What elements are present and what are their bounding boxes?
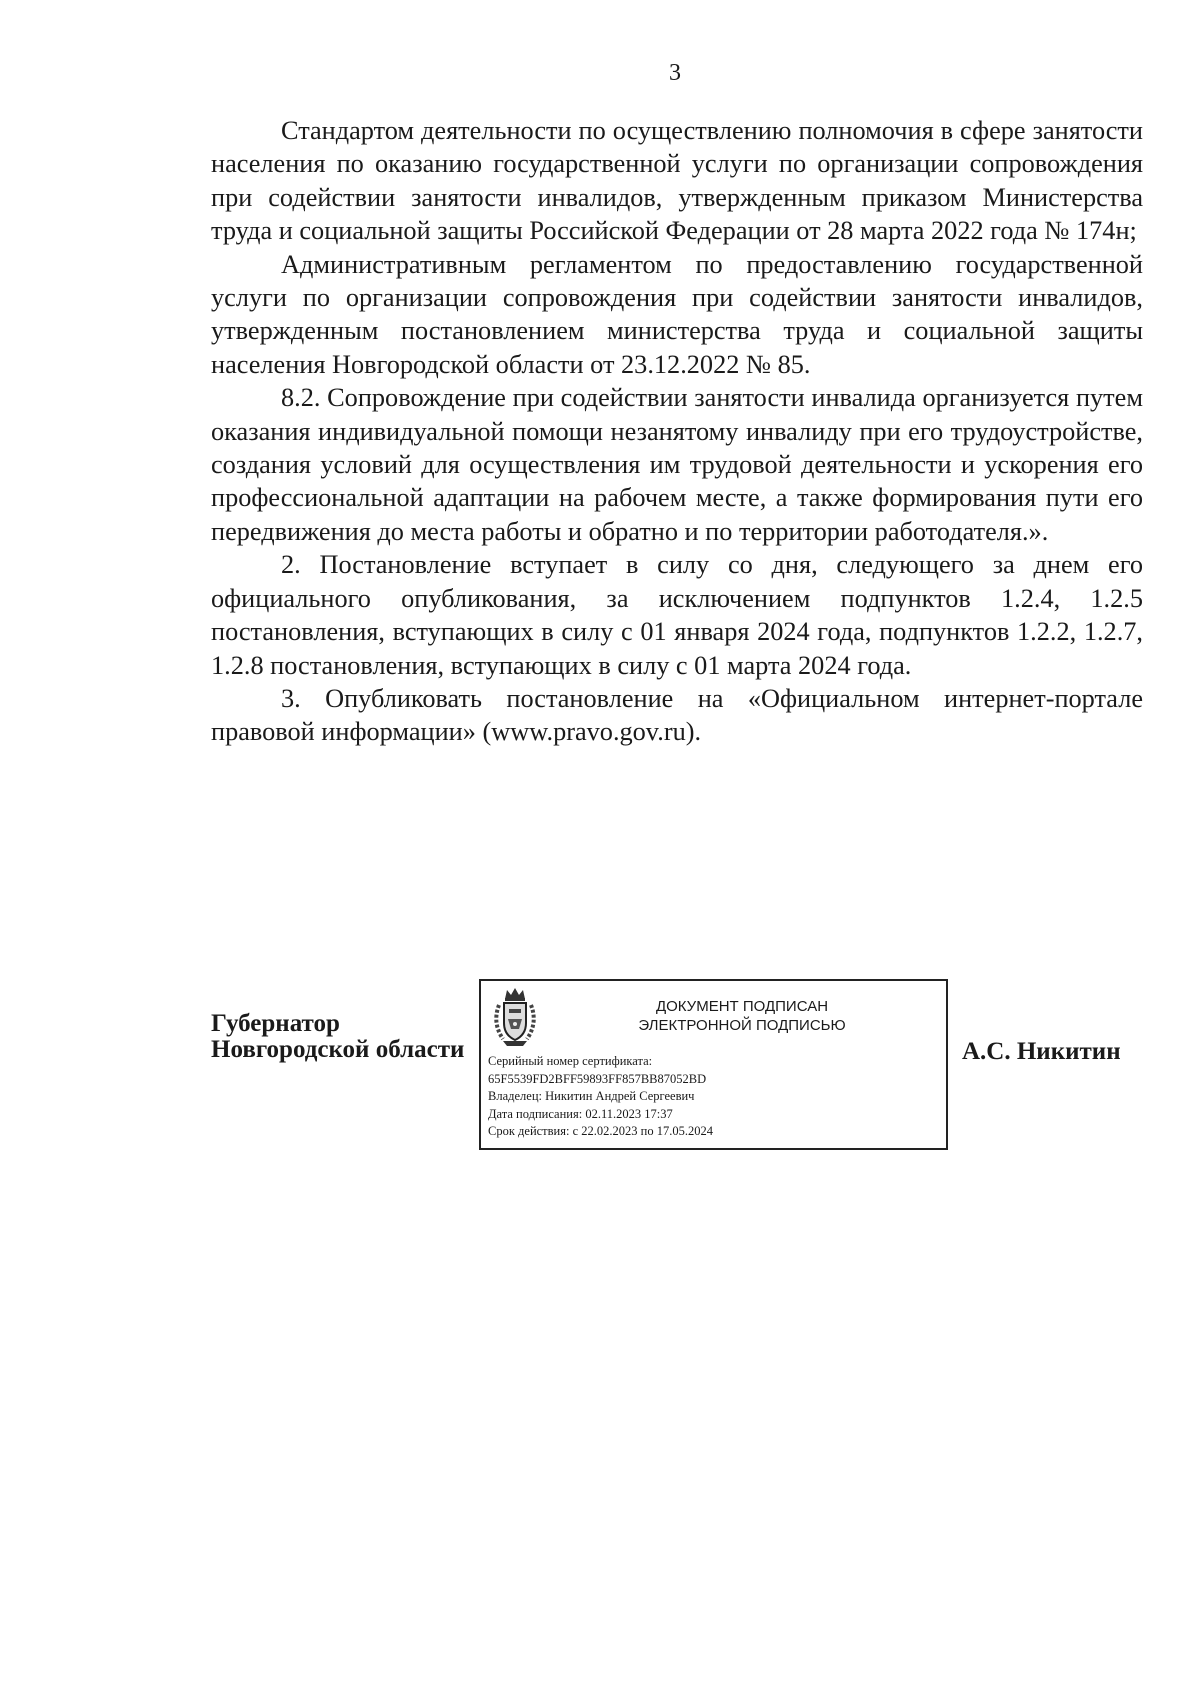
paragraph-publication: 3. Опубликовать постановление на «Официальном интернет-портале правовой информации» (www.pravo.gov.ru). — [211, 683, 1143, 747]
paragraph-effective-date: 2. Постановление вступает в силу со дня, следующего за днем его официального опубликования, за исключением подпунктов 1.2.4, 1.2.5 постановления, вступающих в силу с 01 января 2024 года, подпунктов 1.2.2, 1.2.7, 1.2.8 постановления, вступающих в силу с 01 марта 2024 года. — [211, 550, 1143, 680]
signatory-name: А.С. Никитин — [962, 1038, 1121, 1065]
paragraph-8-2: 8.2. Сопровождение при содействии занятости инвалида организуется путем оказания индивидуальной помощи незанятому инвалиду при его трудоустройстве, создания условий для осуществления им трудовой деятельности и ускорения его профессиональной адаптации на рабочем месте, а также формирования пути его передвижения до места работы и обратно и по территории работодателя.». — [211, 383, 1143, 546]
stamp-validity: Срок действия: с 22.02.2023 по 17.05.2024 — [488, 1124, 713, 1138]
electronic-signature-stamp — [479, 979, 948, 1150]
stamp-signed-date: Дата подписания: 02.11.2023 17:37 — [488, 1106, 673, 1121]
stamp-details — [488, 1053, 713, 1141]
document-body — [211, 114, 1143, 749]
stamp-heading-line2: ЭЛЕКТРОННОЙ ПОДПИСЬЮ — [638, 1017, 846, 1034]
paragraph-regulation: Административным регламентом по предоставлению государственной услуги по организации сопровождения при содействии занятости инвалидов, утвержденным постановлением министерства труда и социальной защиты населения Новгородской области от 23.12.2022 № 85. — [211, 249, 1143, 379]
signatory-title-line1: Губернатор — [211, 1010, 340, 1037]
stamp-serial-label: Серийный номер сертификата: — [488, 1054, 653, 1068]
paragraph-standard: Стандартом деятельности по осуществлению полномочия в сфере занятости населения по оказанию государственной услуги по организации сопровождения при содействии занятости инвалидов, утвержденным приказом Министерства труда и социальной защиты Российской Федерации от 28 марта 2022 года № 174н; — [211, 116, 1143, 246]
stamp-serial-value: 65F5539FD2BFF59893FF857BB87052BD — [488, 1071, 707, 1086]
coat-of-arms-icon — [489, 985, 541, 1049]
page-number: 3 — [669, 60, 681, 86]
signatory-title-line2: Новгородской области — [211, 1036, 465, 1063]
stamp-heading — [541, 997, 943, 1035]
signatory-title — [211, 1011, 464, 1063]
stamp-owner: Владелец: Никитин Андрей Сергеевич — [488, 1089, 695, 1103]
stamp-heading-line1: ДОКУМЕНТ ПОДПИСАН — [655, 998, 829, 1015]
